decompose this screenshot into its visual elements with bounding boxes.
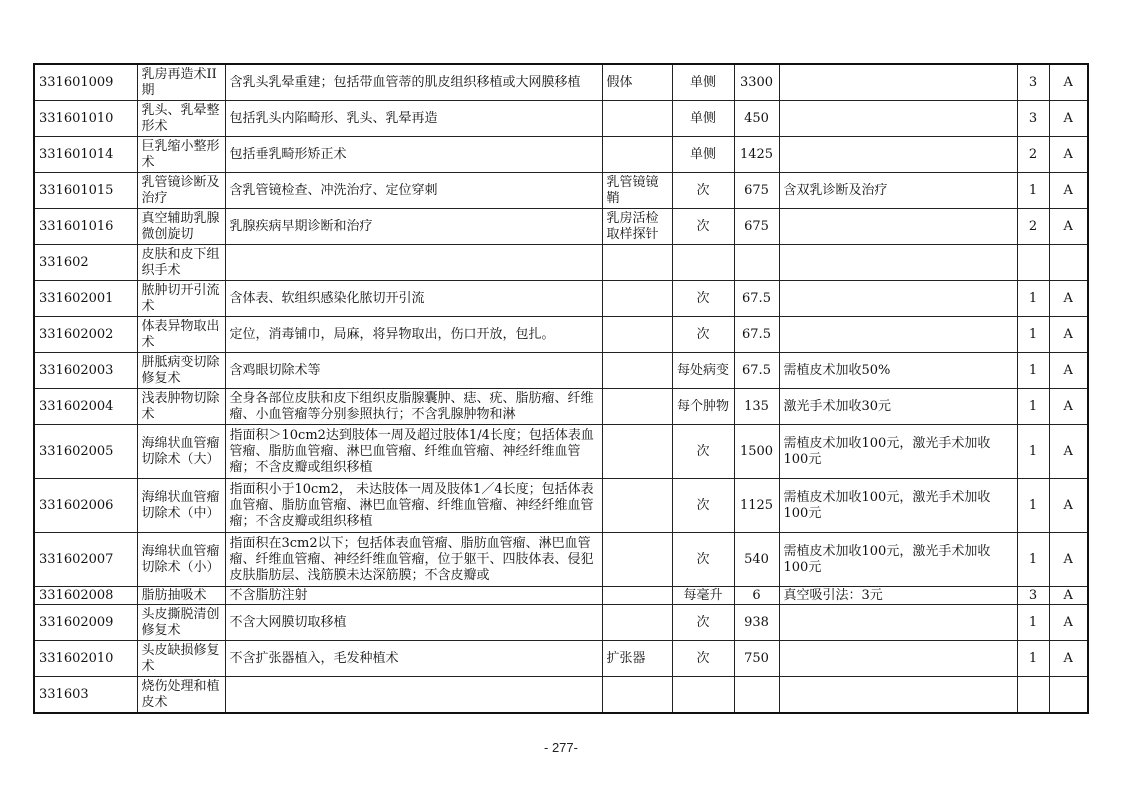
project-code: 331602003 <box>39 362 114 378</box>
project-content: 指面积＞10cm2达到肢体一周及超过肢体1/4长度；包括体表血管瘤、脂肪血管瘤、淋巴血管瘤、纤维血管瘤、神经纤维血管瘤；不含皮瓣或组织移植 <box>229 427 594 475</box>
category-cell <box>1049 137 1088 173</box>
category: A <box>1063 362 1073 378</box>
hospital-grade-cell <box>1017 641 1049 677</box>
pricing-unit-cell <box>672 353 734 389</box>
project-name: 烧伤处理和植皮术 <box>141 678 220 710</box>
table-row <box>34 317 1088 353</box>
project-content-cell <box>225 533 602 587</box>
category: A <box>1063 614 1073 630</box>
project-name: 海绵状血管瘤切除术（小） <box>141 543 220 575</box>
table-row <box>34 425 1088 479</box>
category: A <box>1063 587 1073 603</box>
category-cell <box>1049 245 1088 281</box>
note: 需植皮术加收100元，激光手术加收100元 <box>783 489 991 521</box>
category-cell <box>1049 605 1088 641</box>
note-cell <box>779 641 1017 677</box>
project-code-cell <box>34 209 137 245</box>
hospital-grade: 1 <box>1028 497 1038 513</box>
hospital-grade: 1 <box>1028 182 1038 198</box>
table-row <box>34 64 1088 101</box>
price-cell <box>734 641 779 677</box>
project-name-cell <box>137 281 225 317</box>
excluded-items-cell <box>602 389 672 425</box>
excluded-items-cell <box>602 587 672 605</box>
note-cell <box>779 605 1017 641</box>
pricing-unit: 次 <box>696 614 710 630</box>
project-name: 头皮撕脱清创修复术 <box>141 606 220 638</box>
project-name: 乳房再造术II期 <box>141 66 217 98</box>
note-cell <box>779 209 1017 245</box>
pricing-unit-cell <box>672 587 734 605</box>
project-code-cell <box>34 281 137 317</box>
project-content: 定位，消毒铺巾，局麻，将异物取出，伤口开放，包扎。 <box>229 326 555 342</box>
pricing-unit: 单侧 <box>689 146 716 162</box>
price-cell <box>734 677 779 714</box>
project-code: 331601016 <box>39 218 114 234</box>
project-code-cell <box>34 389 137 425</box>
project-name-cell <box>137 209 225 245</box>
pricing-unit: 次 <box>696 182 710 198</box>
price: 675 <box>744 218 769 234</box>
pricing-unit-cell <box>672 533 734 587</box>
note-cell <box>779 353 1017 389</box>
table-row <box>34 641 1088 677</box>
project-code-cell <box>34 587 137 605</box>
project-code: 331602009 <box>39 614 114 630</box>
project-name: 皮肤和皮下组织手术 <box>141 246 220 278</box>
pricing-unit-cell <box>672 425 734 479</box>
pricing-unit: 每个肿物 <box>676 398 729 414</box>
hospital-grade: 1 <box>1028 551 1038 567</box>
price: 3300 <box>739 74 774 90</box>
pricing-unit-cell <box>672 317 734 353</box>
price: 6 <box>752 587 761 603</box>
excluded-items-cell <box>602 137 672 173</box>
project-name: 头皮缺损修复术 <box>141 642 220 674</box>
table-row <box>34 209 1088 245</box>
price: 67.5 <box>742 362 771 378</box>
page-number: - 277- <box>544 740 578 755</box>
hospital-grade: 1 <box>1028 398 1038 414</box>
excluded-items-cell <box>602 64 672 101</box>
project-name: 浅表肿物切除术 <box>141 390 220 422</box>
category-cell <box>1049 353 1088 389</box>
project-content-cell <box>225 137 602 173</box>
category-cell <box>1049 425 1088 479</box>
project-content-cell <box>225 245 602 281</box>
price-cell <box>734 101 779 137</box>
project-content: 指面积小于10cm2， 未达肢体一周及肢体1／4长度；包括体表血管瘤、脂肪血管瘤、淋巴血管瘤、纤维血管瘤、神经纤维血管瘤；不含皮瓣或组织移植 <box>229 481 594 529</box>
note-cell <box>779 137 1017 173</box>
pricing-unit-cell <box>672 209 734 245</box>
pricing-unit: 单侧 <box>689 74 716 90</box>
table-row <box>34 173 1088 209</box>
project-content-cell <box>225 317 602 353</box>
note-cell <box>779 101 1017 137</box>
price: 135 <box>744 398 769 414</box>
note-cell <box>779 281 1017 317</box>
project-content-cell <box>225 209 602 245</box>
price: 450 <box>744 110 769 126</box>
category-cell <box>1049 641 1088 677</box>
project-code: 331602007 <box>39 551 114 567</box>
project-code: 331601014 <box>39 146 114 162</box>
category: A <box>1063 182 1073 198</box>
project-name-cell <box>137 137 225 173</box>
project-content-cell <box>225 479 602 533</box>
table-row <box>34 353 1088 389</box>
project-name-cell <box>137 533 225 587</box>
hospital-grade-cell <box>1017 173 1049 209</box>
hospital-grade-cell <box>1017 353 1049 389</box>
excluded-items: 扩张器 <box>606 650 646 666</box>
project-content: 含乳管镜检查、冲洗治疗、定位穿刺 <box>229 182 438 198</box>
excluded-items-cell <box>602 281 672 317</box>
pricing-unit-cell <box>672 479 734 533</box>
project-name: 胼胝病变切除修复术 <box>141 354 220 386</box>
project-code-cell <box>34 317 137 353</box>
excluded-items-cell <box>602 641 672 677</box>
excluded-items: 假体 <box>606 74 633 90</box>
table-row <box>34 281 1088 317</box>
pricing-unit-cell <box>672 101 734 137</box>
project-content-cell <box>225 389 602 425</box>
excluded-items-cell <box>602 479 672 533</box>
price-cell <box>734 137 779 173</box>
project-content: 不含大网膜切取移植 <box>229 614 347 630</box>
hospital-grade: 1 <box>1028 614 1038 630</box>
price-table <box>33 63 1089 714</box>
project-code-cell <box>34 605 137 641</box>
category-cell <box>1049 101 1088 137</box>
pricing-unit-cell <box>672 641 734 677</box>
project-content: 包括垂乳畸形矫正术 <box>229 146 347 162</box>
excluded-items-cell <box>602 533 672 587</box>
hospital-grade: 3 <box>1028 74 1038 90</box>
project-name-cell <box>137 317 225 353</box>
project-content-cell <box>225 173 602 209</box>
excluded-items-cell <box>602 425 672 479</box>
project-content: 含鸡眼切除术等 <box>229 362 321 378</box>
project-content: 全身各部位皮肤和皮下组织皮脂腺囊肿、痣、疣、脂肪瘤、纤维瘤、小血管瘤等分别参照执行；不含乳腺肿物和淋 <box>229 390 594 422</box>
project-content: 含乳头乳晕重建；包括带血管蒂的肌皮组织移植或大网膜移植 <box>229 74 581 90</box>
hospital-grade-cell <box>1017 101 1049 137</box>
project-name-cell <box>137 173 225 209</box>
pricing-unit-cell <box>672 173 734 209</box>
hospital-grade-cell <box>1017 587 1049 605</box>
table-row <box>34 137 1088 173</box>
project-content-cell <box>225 641 602 677</box>
pricing-unit-cell <box>672 389 734 425</box>
pricing-unit-cell <box>672 64 734 101</box>
note-cell <box>779 425 1017 479</box>
hospital-grade-cell <box>1017 533 1049 587</box>
note-cell <box>779 64 1017 101</box>
category-cell <box>1049 64 1088 101</box>
price: 1125 <box>739 497 774 513</box>
pricing-unit: 次 <box>696 290 710 306</box>
category-cell <box>1049 479 1088 533</box>
table-row <box>34 677 1088 714</box>
project-name-cell <box>137 605 225 641</box>
hospital-grade-cell <box>1017 245 1049 281</box>
note-cell <box>779 389 1017 425</box>
project-code: 331601010 <box>39 110 114 126</box>
pricing-unit: 每处病变 <box>676 362 729 378</box>
category: A <box>1063 551 1073 567</box>
category: A <box>1063 110 1073 126</box>
hospital-grade-cell <box>1017 389 1049 425</box>
price-cell <box>734 317 779 353</box>
project-code-cell <box>34 173 137 209</box>
pricing-unit: 次 <box>696 326 710 342</box>
project-code-cell <box>34 479 137 533</box>
price: 67.5 <box>742 326 771 342</box>
category: A <box>1063 290 1073 306</box>
project-code: 331602005 <box>39 443 114 459</box>
hospital-grade: 1 <box>1028 443 1038 459</box>
project-content-cell <box>225 101 602 137</box>
excluded-items-cell <box>602 605 672 641</box>
excluded-items-cell <box>602 353 672 389</box>
project-code-cell <box>34 101 137 137</box>
project-code-cell <box>34 64 137 101</box>
project-name: 脂肪抽吸术 <box>141 587 207 603</box>
table-row <box>34 101 1088 137</box>
table-row <box>34 587 1088 605</box>
hospital-grade-cell <box>1017 677 1049 714</box>
price: 540 <box>744 551 769 567</box>
hospital-grade: 1 <box>1028 362 1038 378</box>
project-name: 海绵状血管瘤切除术（大） <box>141 435 220 467</box>
project-code: 331603 <box>39 686 89 702</box>
hospital-grade-cell <box>1017 281 1049 317</box>
note-cell <box>779 173 1017 209</box>
note: 激光手术加收30元 <box>783 398 892 414</box>
project-content: 不含脂肪注射 <box>229 587 308 603</box>
price-cell <box>734 281 779 317</box>
excluded-items: 乳管镜镜鞘 <box>606 174 659 206</box>
project-code-cell <box>34 641 137 677</box>
table-row <box>34 605 1088 641</box>
price-cell <box>734 425 779 479</box>
category: A <box>1063 443 1073 459</box>
project-name: 乳头、乳晕整形术 <box>141 102 220 134</box>
price-cell <box>734 479 779 533</box>
project-name: 体表异物取出术 <box>141 318 220 350</box>
project-name: 脓肿切开引流术 <box>141 282 220 314</box>
hospital-grade: 1 <box>1028 650 1038 666</box>
project-name-cell <box>137 353 225 389</box>
note: 需植皮术加收100元，激光手术加收100元 <box>783 435 991 467</box>
price: 938 <box>744 614 769 630</box>
project-code-cell <box>34 353 137 389</box>
pricing-unit-cell <box>672 281 734 317</box>
hospital-grade-cell <box>1017 605 1049 641</box>
category-cell <box>1049 389 1088 425</box>
project-code: 331602010 <box>39 650 114 666</box>
table-row <box>34 389 1088 425</box>
category: A <box>1063 326 1073 342</box>
pricing-unit: 每毫升 <box>683 587 723 603</box>
note: 真空吸引法：3元 <box>783 587 883 603</box>
pricing-unit: 单侧 <box>689 110 716 126</box>
price: 1500 <box>739 443 774 459</box>
project-content-cell <box>225 353 602 389</box>
category: A <box>1063 146 1073 162</box>
project-name-cell <box>137 587 225 605</box>
price-cell <box>734 389 779 425</box>
project-code-cell <box>34 137 137 173</box>
category: A <box>1063 650 1073 666</box>
hospital-grade-cell <box>1017 317 1049 353</box>
project-name-cell <box>137 479 225 533</box>
project-code: 331602004 <box>39 398 114 414</box>
category: A <box>1063 74 1073 90</box>
category-cell <box>1049 209 1088 245</box>
price-cell <box>734 245 779 281</box>
project-code: 331601015 <box>39 182 114 198</box>
project-name: 巨乳缩小整形术 <box>141 138 220 170</box>
hospital-grade-cell <box>1017 425 1049 479</box>
hospital-grade: 3 <box>1028 110 1038 126</box>
note-cell <box>779 533 1017 587</box>
price-cell <box>734 533 779 587</box>
category: A <box>1063 398 1073 414</box>
project-content-cell <box>225 587 602 605</box>
hospital-grade: 2 <box>1028 146 1038 162</box>
hospital-grade: 2 <box>1028 218 1038 234</box>
pricing-unit: 次 <box>696 218 710 234</box>
project-name-cell <box>137 677 225 714</box>
category: A <box>1063 218 1073 234</box>
price: 750 <box>744 650 769 666</box>
project-name-cell <box>137 389 225 425</box>
excluded-items-cell <box>602 245 672 281</box>
project-content: 不含扩张器植入，毛发种植术 <box>229 650 399 666</box>
hospital-grade: 1 <box>1028 290 1038 306</box>
pricing-unit: 次 <box>696 650 710 666</box>
pricing-unit: 次 <box>696 443 710 459</box>
project-code: 331602001 <box>39 290 114 306</box>
project-name: 乳管镜诊断及治疗 <box>141 174 220 206</box>
pricing-unit-cell <box>672 137 734 173</box>
excluded-items: 乳房活检取样探针 <box>606 210 659 242</box>
project-code-cell <box>34 533 137 587</box>
note-cell <box>779 479 1017 533</box>
project-content-cell <box>225 677 602 714</box>
price: 67.5 <box>742 290 771 306</box>
category-cell <box>1049 317 1088 353</box>
note-cell <box>779 245 1017 281</box>
table-row <box>34 245 1088 281</box>
pricing-unit-cell <box>672 605 734 641</box>
table-row <box>34 533 1088 587</box>
project-content: 包括乳头内陷畸形、乳头、乳晕再造 <box>229 110 438 126</box>
project-code-cell <box>34 245 137 281</box>
project-content: 乳腺疾病早期诊断和治疗 <box>229 218 373 234</box>
category-cell <box>1049 533 1088 587</box>
project-name: 海绵状血管瘤切除术（中） <box>141 489 220 521</box>
project-content: 含体表、软组织感染化脓切开引流 <box>229 290 425 306</box>
project-code-cell <box>34 677 137 714</box>
note-cell <box>779 587 1017 605</box>
project-code: 331602002 <box>39 326 114 342</box>
price-cell <box>734 605 779 641</box>
category-cell <box>1049 677 1088 714</box>
price: 1425 <box>739 146 774 162</box>
project-code: 331601009 <box>39 74 114 90</box>
project-name-cell <box>137 425 225 479</box>
price-cell <box>734 587 779 605</box>
category: A <box>1063 497 1073 513</box>
price-cell <box>734 353 779 389</box>
excluded-items-cell <box>602 317 672 353</box>
note-cell <box>779 677 1017 714</box>
project-name-cell <box>137 245 225 281</box>
category-cell <box>1049 587 1088 605</box>
note: 需植皮术加收100元，激光手术加收100元 <box>783 543 991 575</box>
price-cell <box>734 64 779 101</box>
pricing-unit: 次 <box>696 551 710 567</box>
category-cell <box>1049 173 1088 209</box>
pricing-unit: 次 <box>696 497 710 513</box>
project-content-cell <box>225 605 602 641</box>
price-cell <box>734 209 779 245</box>
project-name-cell <box>137 101 225 137</box>
note: 需植皮术加收50% <box>783 362 891 378</box>
hospital-grade-cell <box>1017 137 1049 173</box>
hospital-grade: 1 <box>1028 326 1038 342</box>
hospital-grade-cell <box>1017 209 1049 245</box>
project-content-cell <box>225 281 602 317</box>
project-name-cell <box>137 64 225 101</box>
hospital-grade-cell <box>1017 64 1049 101</box>
project-content-cell <box>225 425 602 479</box>
excluded-items-cell <box>602 101 672 137</box>
project-name-cell <box>137 641 225 677</box>
project-content-cell <box>225 64 602 101</box>
table-row <box>34 479 1088 533</box>
project-code: 331602 <box>39 254 89 270</box>
project-code: 331602008 <box>39 587 114 603</box>
excluded-items-cell <box>602 677 672 714</box>
note-cell <box>779 317 1017 353</box>
price: 675 <box>744 182 769 198</box>
project-code: 331602006 <box>39 497 114 513</box>
excluded-items-cell <box>602 173 672 209</box>
project-code-cell <box>34 425 137 479</box>
hospital-grade: 3 <box>1028 587 1038 603</box>
hospital-grade-cell <box>1017 479 1049 533</box>
category-cell <box>1049 281 1088 317</box>
pricing-unit-cell <box>672 245 734 281</box>
project-content: 指面积在3cm2以下；包括体表血管瘤、脂肪血管瘤、淋巴血管瘤、纤维血管瘤、神经纤维血管瘤，位于躯干、四肢体表、侵犯皮肤脂肪层、浅筋膜未达深筋膜；不含皮瓣或 <box>229 535 594 583</box>
excluded-items-cell <box>602 209 672 245</box>
pricing-unit-cell <box>672 677 734 714</box>
price-cell <box>734 173 779 209</box>
project-name: 真空辅助乳腺微创旋切 <box>141 210 220 242</box>
note: 含双乳诊断及治疗 <box>783 182 888 198</box>
